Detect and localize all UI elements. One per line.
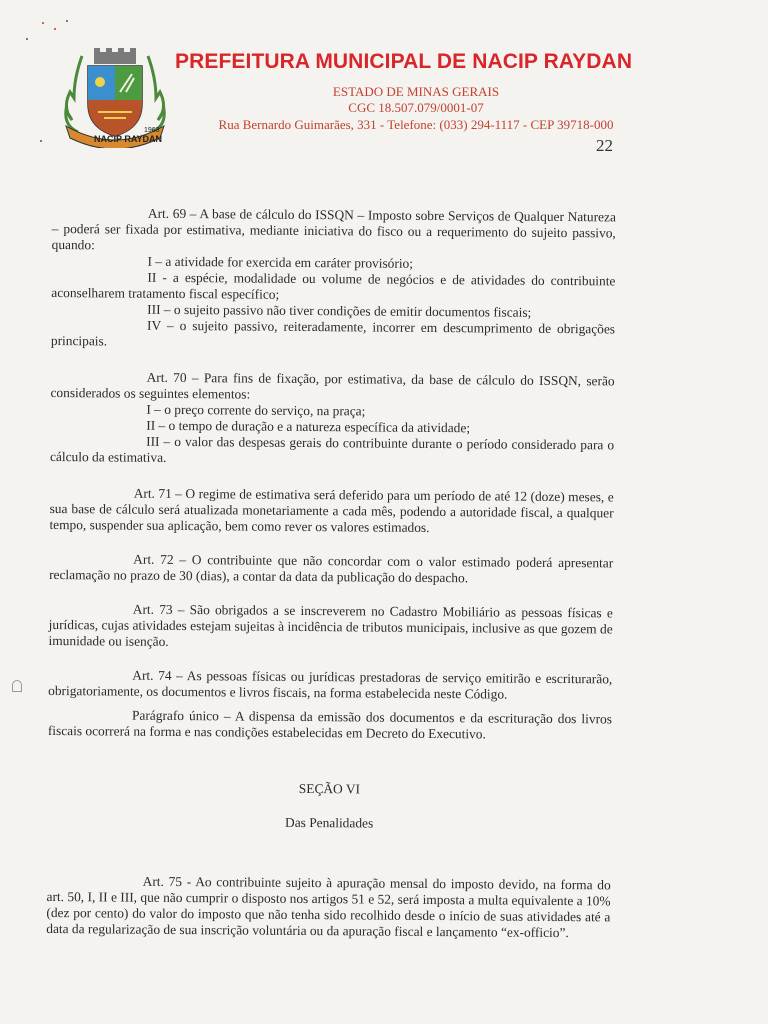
art-75: Art. 75 - Ao contribuinte sujeito à apuração mensal do imposto devido, na forma do art. 50, I, II e III, que não cumprir o disposto nos artigos 51 e 52, será imposta a multa equivalente a 10% (dez por cento) do valor do imposto que não tenha sido recolhido desde o início de suas atividades até a data da regularização de sua inscrição voluntária ou da apuração fiscal e lançamento “ex-officio”. (46, 873, 611, 941)
art-69-lead: Art. 69 – A base de cálculo do ISSQN – Imposto sobre Serviços de Qualquer Natureza – poderá ser fixada por estimativa, mediante iniciativa do fisco ou a requerimento do sujeito passivo, quando: (51, 205, 616, 253)
paragrafo-unico: Parágrafo único – A dispensa da emissão dos documentos e da escrituração dos livros fiscais ocorrerá na forma e nas condições estabelecidas em Decreto do Executivo. (47, 707, 613, 742)
state-line: ESTADO DE MINAS GERAIS (332, 84, 500, 99)
document-body (46, 205, 616, 941)
art-69-item-i: I – a atividade for exercida em caráter provisório; (147, 253, 414, 271)
svg-text:NACIP RAYDAN: NACIP RAYDAN (94, 134, 163, 144)
section-heading: SEÇÃO VI (298, 780, 361, 797)
municipal-crest-icon (60, 48, 170, 148)
scan-speck (54, 28, 56, 30)
scan-speck (26, 38, 28, 40)
scan-speck (66, 20, 68, 22)
art-70-item-ii: II – o tempo de duração e a natureza específica da atividade; (146, 417, 471, 436)
svg-text:1963: 1963 (144, 127, 160, 134)
address-line: Rua Bernardo Guimarães, 331 - Telefone: (033) 294-1117 - CEP 39718-000 (218, 117, 614, 132)
art-70-item-iii: III – o valor das despesas gerais do contribuinte durante o período considerado para o cálculo da estimativa. (49, 433, 615, 465)
scan-mark (12, 680, 22, 692)
art-73: Art. 73 – São obrigados a se inscreverem no Cadastro Mobiliário as pessoas físicas e jurídicas, cujas atividades estejam sujeitas à incidência de tributos municipais, inclusive as que gozem de imunidade ou isenção. (48, 601, 613, 649)
art-72: Art. 72 – O contribuinte que não concordar com o valor estimado poderá apresentar reclamação no prazo de 30 (dias), a contar da data da publicação do despacho. (49, 551, 614, 586)
art-74: Art. 74 – As pessoas físicas ou jurídicas prestadoras de serviço emitirão e escriturarão, obrigatoriamente, os documentos e livros fiscais, na forma estabelecida neste Código. (48, 667, 613, 702)
section-subheading: Das Penalidades (285, 814, 374, 831)
page-number: 22 (596, 136, 613, 155)
scan-speck (42, 22, 44, 24)
art-70-lead: Art. 70 – Para fins de fixação, por estimativa, da base de cálculo do ISSQN, serão considerados os seguintes elementos: (50, 369, 615, 402)
art-69-item-iv: IV – o sujeito passivo, reiteradamente, incorrer em descumprimento de obrigações principais. (50, 317, 616, 349)
art-69-item-ii: II - a espécie, modalidade ou volume de negócios e de atividades do contribuinte aconselharem tratamento fiscal específico; (51, 269, 616, 302)
cgc-line: CGC 18.507.079/0001-07 (348, 100, 484, 115)
art-71: Art. 71 – O regime de estimativa será deferido para um período de até 12 (doze) meses, e sua base de cálculo será atualizada monetariamente a cada mês, podendo a autoridade fiscal, a qualquer tempo, suspender sua aplicação, bem como rever os valores estimados. (49, 485, 614, 535)
municipality-title: PREFEITURA MUNICIPAL DE NACIP RAYDAN (175, 50, 633, 73)
art-70-item-i: I – o preço corrente do serviço, na praça; (146, 401, 366, 419)
scan-speck (40, 140, 42, 142)
art-69-item-iii: III – o sujeito passivo não tiver condições de emitir documentos fiscais; (147, 301, 532, 320)
